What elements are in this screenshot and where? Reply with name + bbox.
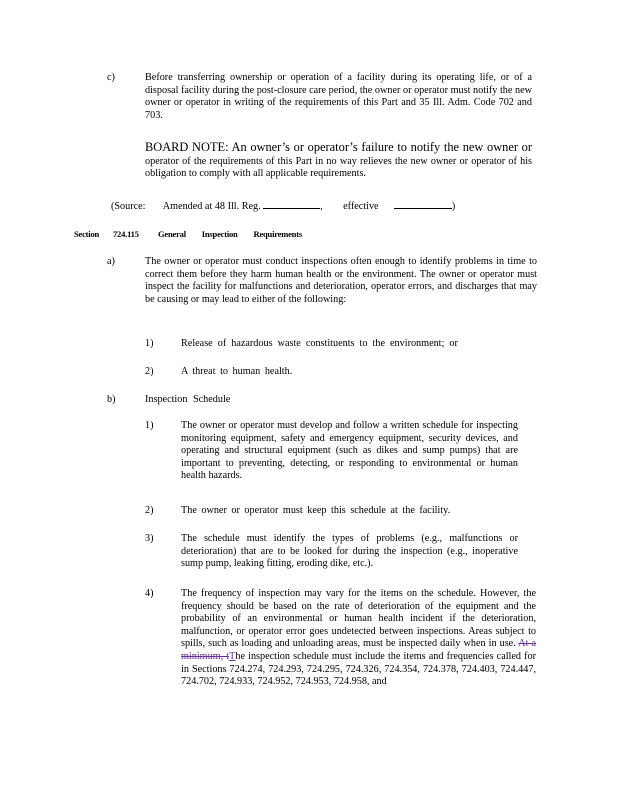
para-b-item-2-num: 2) (145, 505, 154, 516)
board-note-rest: operator of the requirements of this Part in no way relieves the new owner or operator of his obligation to comply with all applicable requirements. (145, 155, 532, 180)
para-b-item-1-num: 1) (145, 420, 154, 431)
item-4-text-a: The frequency of inspection may vary for the items on the schedule. However, the frequency should be based on the rate of deterioration of the equipment and the probability of an environmental or human health incident if the deterioration, malfunction, or operator error goes undetected between inspections. Areas subject to spills, such as loading and unloading areas, must be inspected daily when in use. (181, 588, 536, 650)
para-b-item-1-text: The owner or operator must develop and follow a written schedule for inspecting monitoring equipment, safety and emergency equipment, security devices, and operating and structural equipment (such as dikes and sump pumps) that are important to preventing, detecting, or responding to environmental or human health hazards. (181, 420, 518, 482)
para-b-item-4-text (181, 588, 536, 689)
para-b-title: Inspection Schedule (145, 394, 231, 405)
para-c-label: c) (107, 72, 115, 83)
para-b-item-3-num: 3) (145, 533, 154, 544)
para-a-item-1-text: Release of hazardous waste constituents to the environment; or (181, 338, 458, 349)
para-a-item-2-num: 2) (145, 366, 154, 377)
board-note-lead: BOARD NOTE: An owner’s or operator’s failure to notify the new owner or (145, 140, 532, 154)
inserted-text: T (229, 650, 236, 662)
struck-text: At a minimum, t (181, 638, 537, 662)
para-b-label: b) (107, 394, 116, 405)
source-effective: effective (343, 201, 379, 212)
para-b-item-2-text: The owner or operator must keep this schedule at the facility. (181, 505, 451, 516)
register-blank (263, 199, 320, 209)
para-a-text: The owner or operator must conduct inspections often enough to identify problems in time to correct them before they harm human health or the environment. The owner or operator must inspect the facility for malfunctions and deterioration, operator errors, and discharges that may be causing or may lead to either of the following: (145, 256, 537, 305)
section-title: General Inspection Requirements (158, 229, 302, 239)
para-a-item-1-num: 1) (145, 338, 154, 349)
source-label: (Source: (111, 201, 146, 212)
effective-blank (394, 199, 452, 209)
source-comma: , (320, 201, 323, 212)
item-4-text-b: he inspection schedule must include the items and frequencies called for in Sections 724.274, 724.293, 724.295, 724.326, 724.354, 724.378, 724.403, 724.447, 724.702, 724.933, 724.952, 724.953, 724.958, and (181, 650, 536, 688)
board-note (145, 141, 532, 181)
section-label: Section (74, 229, 100, 239)
para-a-label: a) (107, 256, 115, 267)
para-a-item-2-text: A threat to human health. (181, 366, 293, 377)
source-close: ) (451, 201, 456, 212)
para-b-item-3-text: The schedule must identify the types of problems (e.g., malfunctions or deterioration) that are to be looked for during the inspection (e.g., inoperative sump pump, leaking fitting, eroding dike, etc.). (181, 533, 518, 570)
para-b-item-4-num: 4) (145, 588, 154, 599)
para-c-text: Before transferring ownership or operation of a facility during its operating life, or of a disposal facility during the post-closure care period, the owner or operator must notify the new owner or operator in writing of the requirements of this Part and 35 Ill. Adm. Code 702 and 703. (145, 72, 532, 121)
section-number: 724.115 (113, 229, 139, 239)
source-line (111, 199, 455, 214)
source-amended: Amended at 48 Ill. Reg. (162, 201, 261, 212)
